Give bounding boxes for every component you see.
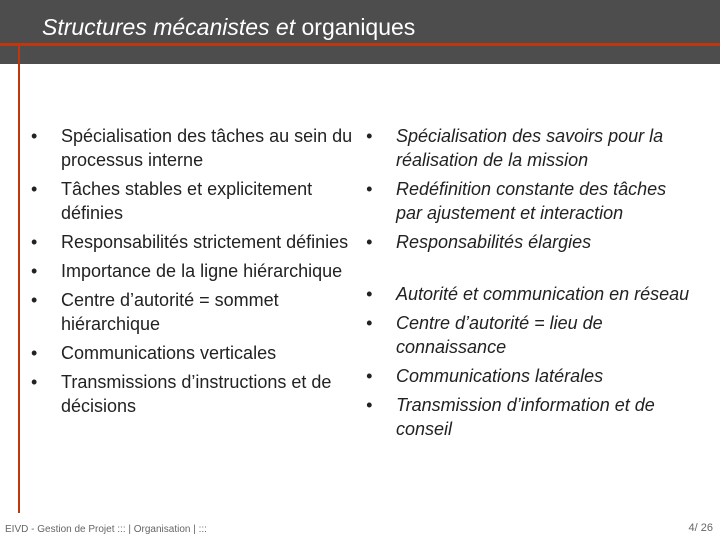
footer-text: EIVD - Gestion de Projet ::: | Organisation | ::: — [5, 524, 207, 535]
list-item: • Spécialisation des savoirs pour la réalisation de la mission — [362, 124, 692, 172]
list-item: • Redéfinition constante des tâches par ajustement et interaction — [362, 177, 692, 225]
accent-horizontal-line — [0, 43, 720, 46]
list-item: • Transmissions d’instructions et de décisions — [27, 370, 353, 418]
slide-title — [42, 14, 415, 41]
list-item: • Transmission d’information et de conseil — [362, 393, 692, 441]
organic-list — [362, 124, 692, 441]
slide-title-italic: Structures mécanistes et — [42, 14, 296, 40]
list-item: • Communications verticales — [27, 341, 353, 365]
list-item: • Autorité et communication en réseau — [362, 282, 692, 306]
list-item: • Communications latérales — [362, 364, 692, 388]
list-item: • Centre d’autorité = sommet hiérarchique — [27, 288, 353, 336]
mechanistic-list — [27, 124, 353, 418]
list-item: • Spécialisation des tâches au sein du processus interne — [27, 124, 353, 172]
list-item: • Importance de la ligne hiérarchique — [27, 259, 353, 283]
list-item: • Centre d’autorité = lieu de connaissance — [362, 311, 692, 359]
list-item: • Tâches stables et explicitement définies — [27, 177, 353, 225]
list-item: • Responsabilités strictement définies — [27, 230, 353, 254]
slide-title-normal: organiques — [295, 14, 416, 40]
accent-vertical-line — [18, 43, 20, 513]
page-number: 4/ 26 — [688, 522, 713, 534]
list-item: • Responsabilités élargies — [362, 230, 692, 254]
